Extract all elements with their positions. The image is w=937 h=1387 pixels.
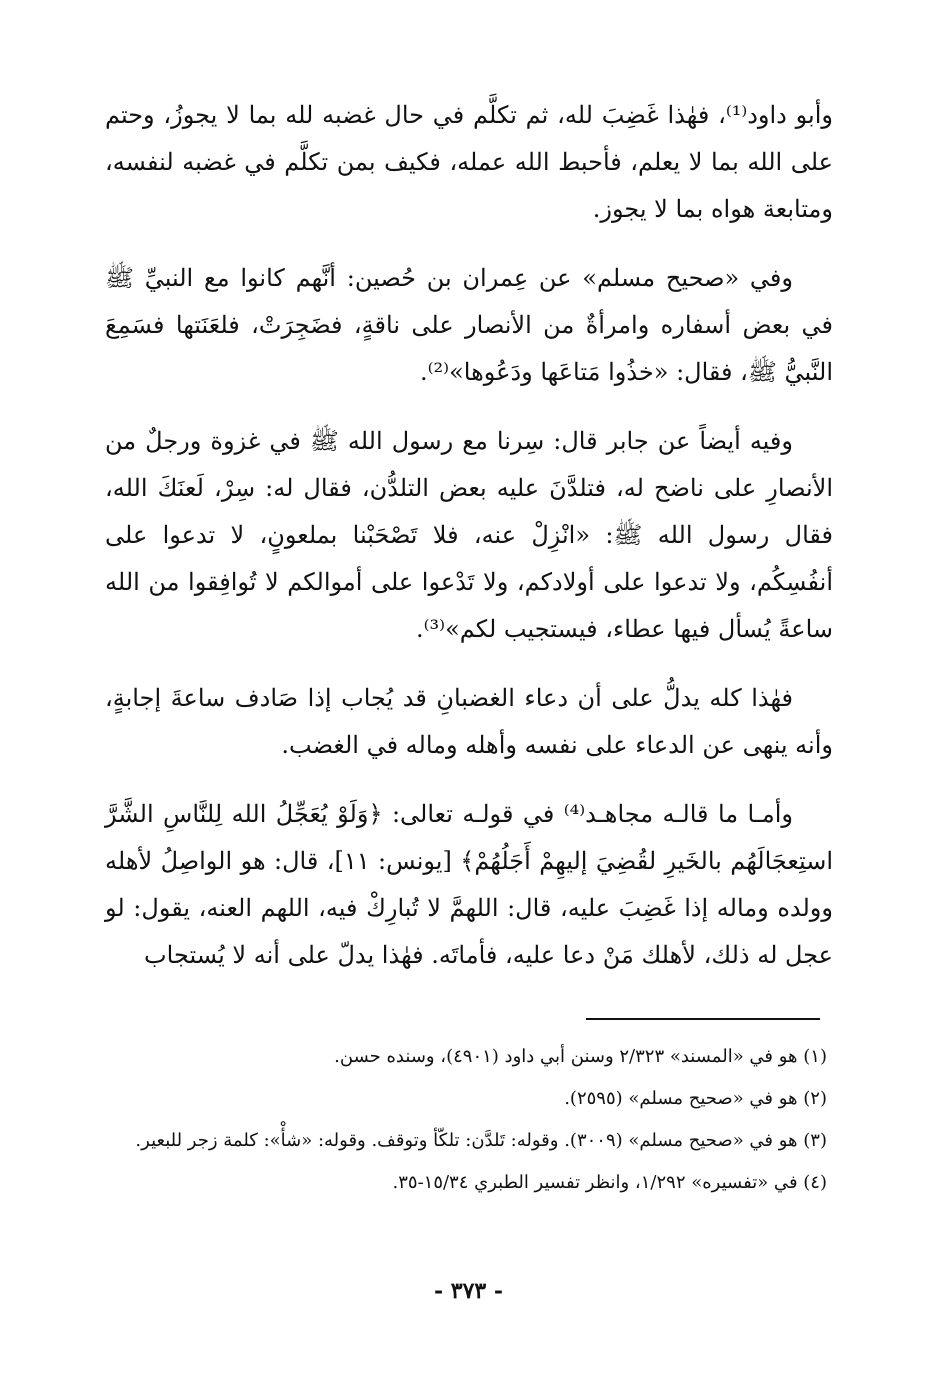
footnote-2: (٢) هو في «صحيح مسلم» (٢٥٩٥). (564, 1088, 827, 1109)
page-number: - ٣٧٣ - (433, 1278, 504, 1304)
paragraph-3: وفيه أيضاً عن جابر قال: سِرنا مع رسول الله ﷺ في غزوة ورجلٌ من الأنصارِ على ناضح له، فتلدَّنَ عليه بعض التلدُّن، فقال له: سِرْ، لَعنَكَ الله، فقال رسول الله ﷺ: «انْزِلْ عنه، فلا تَصْحَبْنا بملعونٍ، لا تدعوا على أنفُسِكُم، ولا تدعوا على أولادكم، ولا تَدْعوا على أموالكم لا تُوافِقوا من الله ساعةً يُسأل فيها عطاء، فيستجيب لكم»⁽³⁾. (105, 427, 833, 643)
paragraph-5: وأمـا ما قالـه مجاهـد⁽⁴⁾ في قولـه تعالى: ﴿وَلَوْ يُعَجِّلُ الله لِلنَّاسِ الشَّرَّ استِعجَالَهُم بالخَيرِ لقُضِيَ إليهِمْ أَجَلُهُمْ﴾ [يونس: ١١]، قال: هو الواصِلُ لأهله وولده وماله إذا غَضِبَ عليه، قال: اللهمَّ لا تُبارِكْ فيه، اللهم العنه، يقول: لو عجل له ذلك، لأهلك مَنْ دعا عليه، فأماتَه. فهٰذا يدلّ على أنه لا يُستجاب (105, 800, 833, 969)
footnote-1: (١) هو في «المسند» ٢/٣٢٣ وسنن أبي داود (٤٩٠١)، وسنده حسن. (334, 1046, 827, 1067)
footnote-divider (586, 1018, 820, 1020)
footnotes (105, 1038, 827, 1206)
paragraph-2: وفي «صحيح مسلم» عن عِمران بن حُصين: أنَّهم كانوا مع النبيِّ ﷺ في بعض أسفاره وامرأةٌ من الأنصار على ناقةٍ، فضَجِرَتْ، فلعَنَتها فسَمِعَ النَّبيُّ ﷺ، فقال: «خذُوا مَتاعَها ودَعُوها»⁽²⁾. (105, 264, 833, 386)
footnote-3: (٣) هو في «صحيح مسلم» (٣٠٠٩). وقوله: تَلدَّن: تلكّأ وتوقف. وقوله: «شأْ»: كلمة زجر للبعير. (135, 1130, 827, 1151)
main-text (105, 92, 833, 1001)
footnote-4: (٤) في «تفسيره» ١/٢٩٢، وانظر تفسير الطبري ١٥/٣٤-٣٥. (392, 1172, 827, 1193)
paragraph-4: فهٰذا كله يدلُّ على أن دعاء الغضبانِ قد يُجاب إذا صَادف ساعةَ إجابةٍ، وأنه ينهى عن الدعاء على نفسه وأهله وماله في الغضب. (105, 684, 833, 759)
paragraph-1: وأبو داود⁽¹⁾، فهٰذا غَضِبَ لله، ثم تكلَّم في حال غضبه لله بما لا يجوزُ، وحتم على الله بما لا يعلم، فأحبط الله عمله، فكيف بمن تكلَّم في غضبه لنفسه، ومتابعة هواه بما لا يجوز. (105, 101, 834, 223)
